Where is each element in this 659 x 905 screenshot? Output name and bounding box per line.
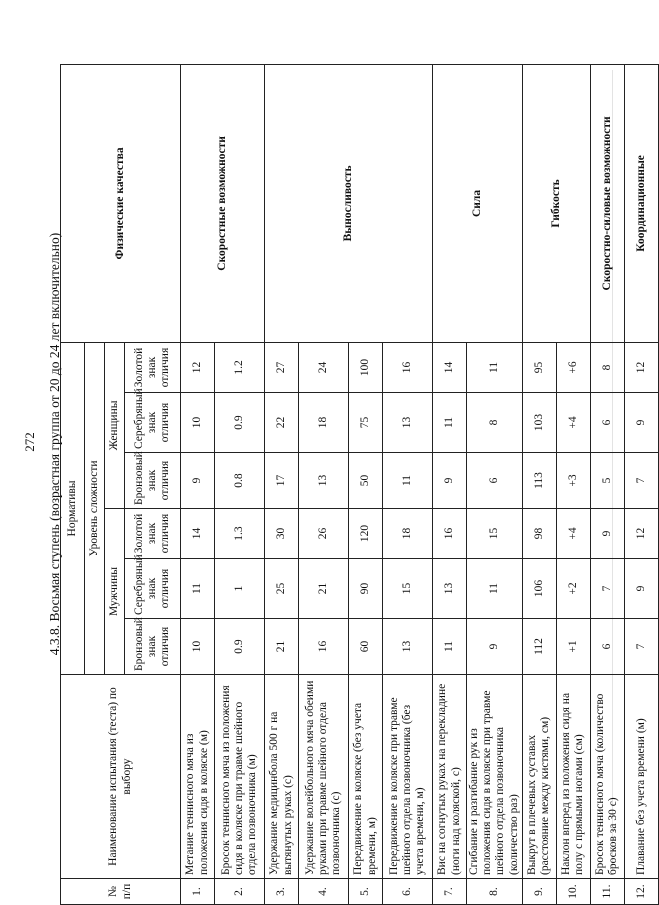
- test-name: Удержание медицинбола 500 г на вытянутых руках (с): [265, 675, 299, 879]
- row-number: 7.: [433, 879, 467, 905]
- value-women-bronze: 113: [522, 453, 556, 509]
- value-men-silver: 11: [181, 559, 215, 619]
- value-women-gold: 100: [349, 342, 383, 392]
- row-number: 5.: [349, 879, 383, 905]
- value-women-silver: 75: [349, 393, 383, 453]
- value-men-bronze: +1: [556, 619, 590, 675]
- value-women-silver: +4: [556, 393, 590, 453]
- value-women-gold: 14: [433, 342, 467, 392]
- value-men-bronze: 21: [265, 619, 299, 675]
- value-men-gold: 14: [181, 509, 215, 559]
- value-women-silver: 22: [265, 393, 299, 453]
- header-women-gold: Золотой знак отличия: [125, 342, 181, 392]
- value-men-bronze: 112: [522, 619, 556, 675]
- value-women-silver: 6: [590, 393, 624, 453]
- test-name: Бросок теннисного мяча из положения сидя в коляске при травме шейного отдела позвоночника (м): [215, 675, 265, 879]
- value-women-gold: +6: [556, 342, 590, 392]
- value-men-gold: +4: [556, 509, 590, 559]
- header-men: Мужчины: [105, 509, 125, 675]
- physical-quality: Скоростно-силовые возможности: [590, 64, 624, 342]
- value-women-bronze: 5: [590, 453, 624, 509]
- value-men-gold: 9: [590, 509, 624, 559]
- table-row: [522, 64, 556, 904]
- row-number: 12.: [624, 879, 658, 905]
- test-name: Метание теннисного мяча из положения сидя в коляске (м): [181, 675, 215, 879]
- value-women-gold: 95: [522, 342, 556, 392]
- test-name: Сгибание и разгибание рук из положения сидя в коляске при травме шейного отдела позвоночника (количество раз): [467, 675, 523, 879]
- value-women-bronze: +3: [556, 453, 590, 509]
- page-number: 272: [22, 432, 37, 452]
- row-number: 3.: [265, 879, 299, 905]
- value-women-bronze: 9: [181, 453, 215, 509]
- value-women-bronze: 11: [383, 453, 433, 509]
- row-number: 1.: [181, 879, 215, 905]
- value-women-silver: 0.9: [215, 393, 265, 453]
- header-men-silver: Серебряный знак отличия: [125, 559, 181, 619]
- value-men-gold: 98: [522, 509, 556, 559]
- physical-quality: Координационные: [624, 64, 658, 342]
- value-men-bronze: 7: [624, 619, 658, 675]
- value-men-silver: 90: [349, 559, 383, 619]
- table-row: [181, 64, 215, 904]
- value-men-gold: 120: [349, 509, 383, 559]
- row-number: 9.: [522, 879, 556, 905]
- value-women-bronze: 0.8: [215, 453, 265, 509]
- value-men-bronze: 60: [349, 619, 383, 675]
- value-men-bronze: 11: [433, 619, 467, 675]
- value-women-gold: 1.2: [215, 342, 265, 392]
- header-men-gold: Золотой знак отличия: [125, 509, 181, 559]
- test-name: Наклон вперед из положения сидя на полу с прямыми ногами (см): [556, 675, 590, 879]
- table-row: [265, 64, 299, 904]
- value-men-bronze: 0.9: [215, 619, 265, 675]
- value-women-silver: 18: [299, 393, 349, 453]
- value-men-silver: 11: [467, 559, 523, 619]
- value-men-gold: 26: [299, 509, 349, 559]
- value-women-gold: 12: [181, 342, 215, 392]
- value-women-silver: 13: [383, 393, 433, 453]
- value-women-silver: 8: [467, 393, 523, 453]
- value-men-silver: 13: [433, 559, 467, 619]
- value-women-gold: 11: [467, 342, 523, 392]
- row-number: 8.: [467, 879, 523, 905]
- row-number: 10.: [556, 879, 590, 905]
- value-women-bronze: 50: [349, 453, 383, 509]
- row-number: 2.: [215, 879, 265, 905]
- value-men-gold: 16: [433, 509, 467, 559]
- value-women-silver: 103: [522, 393, 556, 453]
- row-number: 4.: [299, 879, 349, 905]
- value-women-bronze: 7: [624, 453, 658, 509]
- row-number: 6.: [383, 879, 433, 905]
- value-women-bronze: 6: [467, 453, 523, 509]
- section-heading: 4.3.8. Восьмая ступень (возрастная группа от 20 до 24 лет включительно): [47, 232, 62, 656]
- value-men-silver: 15: [383, 559, 433, 619]
- value-women-bronze: 17: [265, 453, 299, 509]
- header-name: Наименование испытания (теста) по выбору: [61, 675, 181, 879]
- value-men-bronze: 6: [590, 619, 624, 675]
- test-name: Вис на согнутых руках на перекладине (ноги над коляской, с): [433, 675, 467, 879]
- table-row: [624, 64, 658, 904]
- test-name: Удержание волейбольного мяча обеими руками при травме шейного отдела позвоночника (с): [299, 675, 349, 879]
- header-level: Уровень сложности: [85, 342, 105, 674]
- header-men-bronze: Бронзовый знак отличия: [125, 619, 181, 675]
- header-quality: Физические качества: [61, 64, 181, 342]
- rotated-table-wrapper: [60, 65, 647, 905]
- test-name: Передвижение в коляске (без учета времени, м): [349, 675, 383, 879]
- value-women-silver: 10: [181, 393, 215, 453]
- table-body: [181, 64, 659, 904]
- norms-table: [60, 64, 659, 905]
- value-men-silver: 9: [624, 559, 658, 619]
- header-women-bronze: Бронзовый знак отличия: [125, 453, 181, 509]
- value-women-silver: 11: [433, 393, 467, 453]
- value-men-gold: 30: [265, 509, 299, 559]
- value-women-gold: 16: [383, 342, 433, 392]
- value-men-bronze: 16: [299, 619, 349, 675]
- value-women-gold: 12: [624, 342, 658, 392]
- value-men-gold: 1.3: [215, 509, 265, 559]
- physical-quality: Гибкость: [522, 64, 590, 342]
- value-men-silver: 106: [522, 559, 556, 619]
- table-row: [433, 64, 467, 904]
- value-men-bronze: 10: [181, 619, 215, 675]
- value-men-silver: 7: [590, 559, 624, 619]
- value-men-gold: 15: [467, 509, 523, 559]
- header-women: Женщины: [105, 342, 125, 508]
- physical-quality: Выносливость: [265, 64, 433, 342]
- value-men-silver: 21: [299, 559, 349, 619]
- header-num: № п/п: [61, 879, 181, 905]
- test-name: Выкрут в плечевых суставах (расстояние между кистями, см): [522, 675, 556, 879]
- physical-quality: Сила: [433, 64, 523, 342]
- value-women-gold: 8: [590, 342, 624, 392]
- value-men-silver: +2: [556, 559, 590, 619]
- test-name: Бросок теннисного мяча (количество бросков за 30 с): [590, 675, 624, 879]
- value-men-gold: 18: [383, 509, 433, 559]
- test-name: Плавание без учета времени (м): [624, 675, 658, 879]
- value-women-bronze: 9: [433, 453, 467, 509]
- value-women-silver: 9: [624, 393, 658, 453]
- test-name: Передвижение в коляске при травме шейного отдела позвоночника (без учета времени, м): [383, 675, 433, 879]
- value-men-bronze: 13: [383, 619, 433, 675]
- value-women-gold: 27: [265, 342, 299, 392]
- value-women-bronze: 13: [299, 453, 349, 509]
- value-women-gold: 24: [299, 342, 349, 392]
- table-row: [590, 64, 624, 904]
- value-men-gold: 12: [624, 509, 658, 559]
- value-men-bronze: 9: [467, 619, 523, 675]
- physical-quality: Скоростные возможности: [181, 64, 265, 342]
- value-men-silver: 1: [215, 559, 265, 619]
- row-number: 11.: [590, 879, 624, 905]
- header-norms: Нормативы: [61, 342, 85, 674]
- value-men-silver: 25: [265, 559, 299, 619]
- header-women-silver: Серебряный знак отличия: [125, 393, 181, 453]
